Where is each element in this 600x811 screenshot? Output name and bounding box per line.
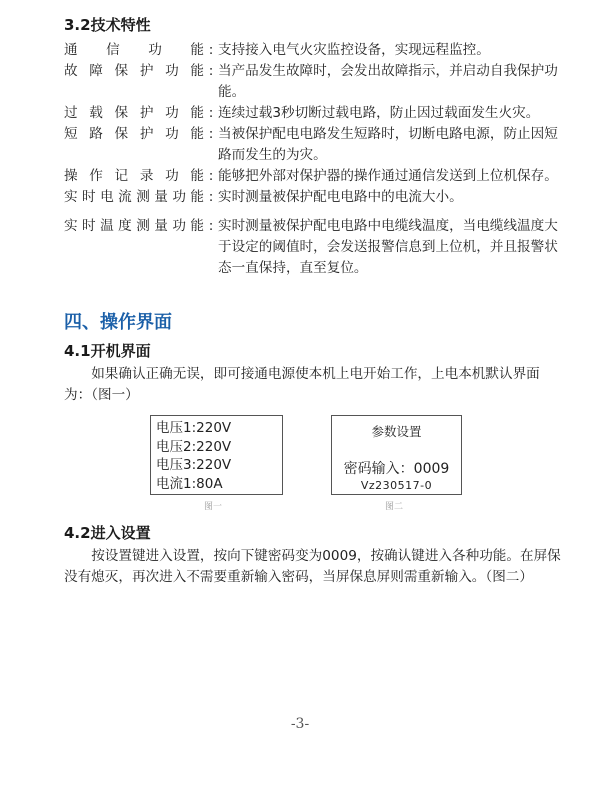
feature-colon: :	[208, 126, 214, 142]
password-line: 密码输入：0009	[343, 461, 450, 477]
feature-text: 连续过载3秒切断过载电路，防止因过载面发生火灾。	[218, 105, 540, 121]
feature-colon: :	[208, 105, 214, 121]
feature-text: 当产品发生故障时，会发出故障指示，并启动自我保护功能。	[218, 63, 558, 100]
feature-row	[64, 187, 564, 208]
feature-row	[64, 103, 564, 124]
feature-row	[64, 40, 564, 61]
section-4-1-heading: 4.1开机界面	[64, 342, 151, 360]
feature-label: 实时电流测量功能	[64, 189, 204, 205]
section-3-2-heading: 3.2技术特性	[64, 16, 151, 34]
section-4-2-paragraph: 按设置键进入设置，按向下键密码变为0009，按确认键进入各种功能。在屏保没有熄灭，再次进入不需要重新输入密码，当屏保息屏则需重新输入。（图二）	[64, 548, 561, 585]
feature-colon: :	[208, 218, 214, 234]
page-number: -3-	[290, 716, 310, 732]
screen-line: 电压2:220V	[156, 438, 232, 455]
feature-label: 过载保护功能	[64, 105, 204, 121]
section-4-2-heading: 4.2进入设置	[64, 524, 151, 542]
feature-text: 当被保护配电电路发生短路时，切断电路电源，防止因短路而发生的为灾。	[218, 126, 558, 163]
screen-line: 电压3:220V	[156, 457, 232, 473]
version-line: Vz230517-0	[360, 479, 433, 492]
feature-row	[64, 61, 564, 103]
feature-colon: :	[208, 63, 214, 79]
feature-text: 能够把外部对保护器的操作通过通信发送到上位机保存。	[218, 168, 558, 184]
feature-text: 实时测量被保护配电电路中的电流大小。	[218, 189, 463, 205]
feature-label: 短路保护功能	[64, 126, 204, 142]
features-list	[64, 40, 564, 279]
figure-1-caption: 图一	[204, 502, 223, 512]
feature-row	[64, 166, 564, 187]
feature-text: 实时测量被保护配电电路中电缆线温度，当电缆线温度大于设定的阈值时，会发送报警信息到上位机，并且报警状态一直保持，直至复位。	[218, 218, 558, 276]
figure-2-caption: 图二	[385, 502, 404, 512]
figure-1-screen	[150, 415, 283, 495]
screen-line: 电压1:220V	[156, 420, 232, 436]
feature-colon: :	[208, 189, 214, 205]
feature-text: 支持接入电气火灾监控设备，实现远程监控。	[218, 42, 490, 58]
screen-title: 参数设置	[371, 424, 422, 439]
section-4-1-paragraph: 如果确认正确无误，即可接通电源使本机上电开始工作，上电本机默认界面为：（图一）	[64, 366, 540, 403]
feature-label: 通信功能	[64, 42, 204, 58]
screen-line: 电流1:80A	[156, 475, 223, 492]
feature-colon: :	[208, 168, 214, 184]
feature-label: 操作记录功能	[64, 168, 204, 184]
section-4-heading: 四、操作界面	[64, 312, 172, 333]
figure-2-screen	[331, 415, 462, 495]
feature-label: 实时温度测量功能	[64, 218, 204, 234]
feature-label: 故障保护功能	[64, 63, 204, 79]
feature-colon: :	[208, 42, 214, 58]
feature-row	[64, 216, 564, 279]
feature-row	[64, 124, 564, 166]
